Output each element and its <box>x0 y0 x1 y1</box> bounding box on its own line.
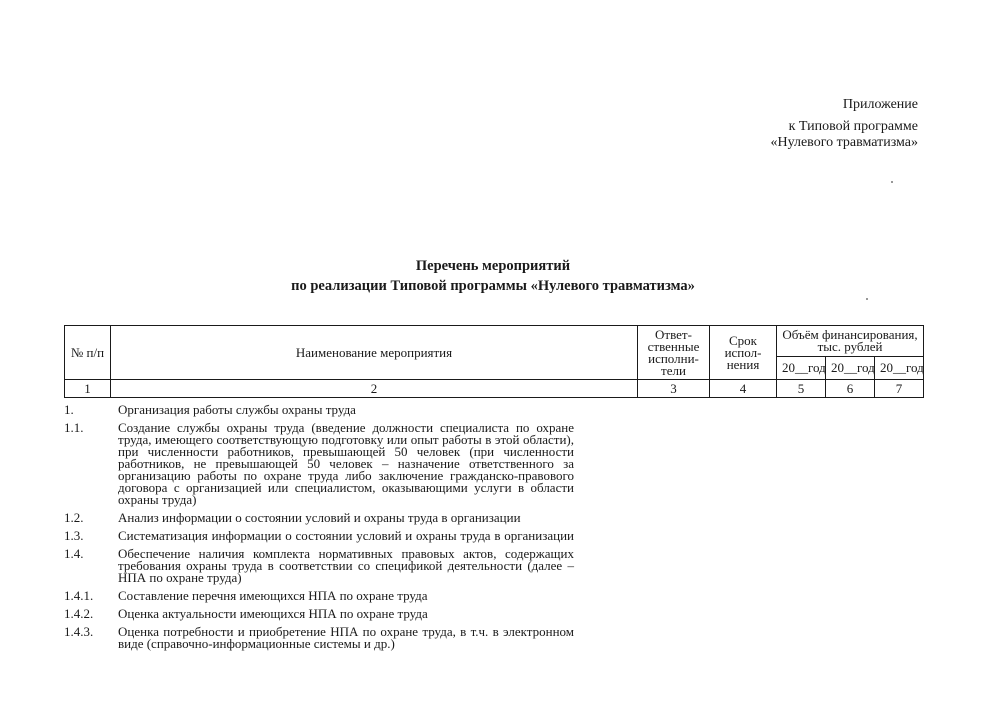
col-number-6: 6 <box>826 380 875 398</box>
scan-speck <box>866 298 868 300</box>
appendix-program-name: «Нулевого травматизма» <box>770 135 918 150</box>
item-number: 1.4.3. <box>64 624 94 639</box>
document-title <box>0 256 986 296</box>
item-text: Оценка потребности и приобретение НПА по охране труда, в т.ч. в электронном виде (справочно-информационные системы и др.) <box>118 624 574 651</box>
col-number-4: 4 <box>710 380 777 398</box>
header-funding: Объём финансирования, тыс. рублей <box>777 326 924 357</box>
title-line-2: по реализации Типовой программы «Нулевого травматизма» <box>291 278 695 294</box>
title-line-1: Перечень мероприятий <box>415 258 571 274</box>
appendix-label: Приложение <box>842 97 918 112</box>
item-number: 1.3. <box>64 528 84 543</box>
header-year-1 <box>777 357 826 380</box>
year-prefix: 20__ <box>782 360 808 375</box>
item-number: 1. <box>64 402 74 417</box>
list-item <box>64 512 574 524</box>
list-item <box>64 548 574 584</box>
scan-speck <box>891 181 893 183</box>
item-text: Создание службы охраны труда (введение должности специалиста по охране труда, имеющего соответствующую подготовку или опыт работы в этой области), при численности работников, превышающей 50 человек (при численности работников, не превышающей 50 человек – назначение ответственного за организацию работы по охране труда либо заключение гражданско-правового договора с организацией или специалистом, оказывающими услуги в области охраны труда) <box>118 420 574 507</box>
list-item <box>64 404 574 416</box>
col-number-7: 7 <box>875 380 924 398</box>
list-item <box>64 530 574 542</box>
item-number: 1.4.2. <box>64 606 94 621</box>
header-name: Наименование мероприятия <box>111 326 638 380</box>
item-text: Составление перечня имеющихся НПА по охране труда <box>118 588 428 603</box>
measures-table-header <box>64 325 924 398</box>
list-item <box>64 590 574 602</box>
item-text: Обеспечение наличия комплекта нормативных правовых актов, содержащих требования охраны труда в соответствии со спецификой деятельности (далее – НПА по охране труда) <box>118 546 574 585</box>
list-item <box>64 626 574 650</box>
item-text: Анализ информации о состоянии условий и охраны труда в организации <box>118 510 521 525</box>
col-number-3: 3 <box>638 380 710 398</box>
header-responsible: Ответ-ственные исполни-тели <box>638 326 710 380</box>
year-suffix: год <box>808 360 826 375</box>
year-prefix: 20__ <box>831 360 857 375</box>
item-number: 1.4. <box>64 546 84 561</box>
measures-list <box>64 404 574 656</box>
header-year-2 <box>826 357 875 380</box>
year-suffix: год <box>857 360 875 375</box>
item-text: Организация работы службы охраны труда <box>118 402 356 417</box>
header-term: Срок испол-нения <box>710 326 777 380</box>
item-number: 1.4.1. <box>64 588 94 603</box>
year-prefix: 20__ <box>880 360 906 375</box>
item-text: Оценка актуальности имеющихся НПА по охране труда <box>118 606 428 621</box>
col-number-1: 1 <box>65 380 111 398</box>
header-number: № п/п <box>65 326 111 380</box>
item-text: Систематизация информации о состоянии условий и охраны труда в организации <box>118 528 574 543</box>
item-number: 1.1. <box>64 420 84 435</box>
col-number-2: 2 <box>111 380 638 398</box>
appendix-note <box>770 97 918 151</box>
header-year-3 <box>875 357 924 380</box>
col-number-5: 5 <box>777 380 826 398</box>
item-number: 1.2. <box>64 510 84 525</box>
list-item <box>64 608 574 620</box>
year-suffix: год <box>906 360 924 375</box>
list-item <box>64 422 574 506</box>
appendix-program-line: к Типовой программе <box>788 119 918 134</box>
